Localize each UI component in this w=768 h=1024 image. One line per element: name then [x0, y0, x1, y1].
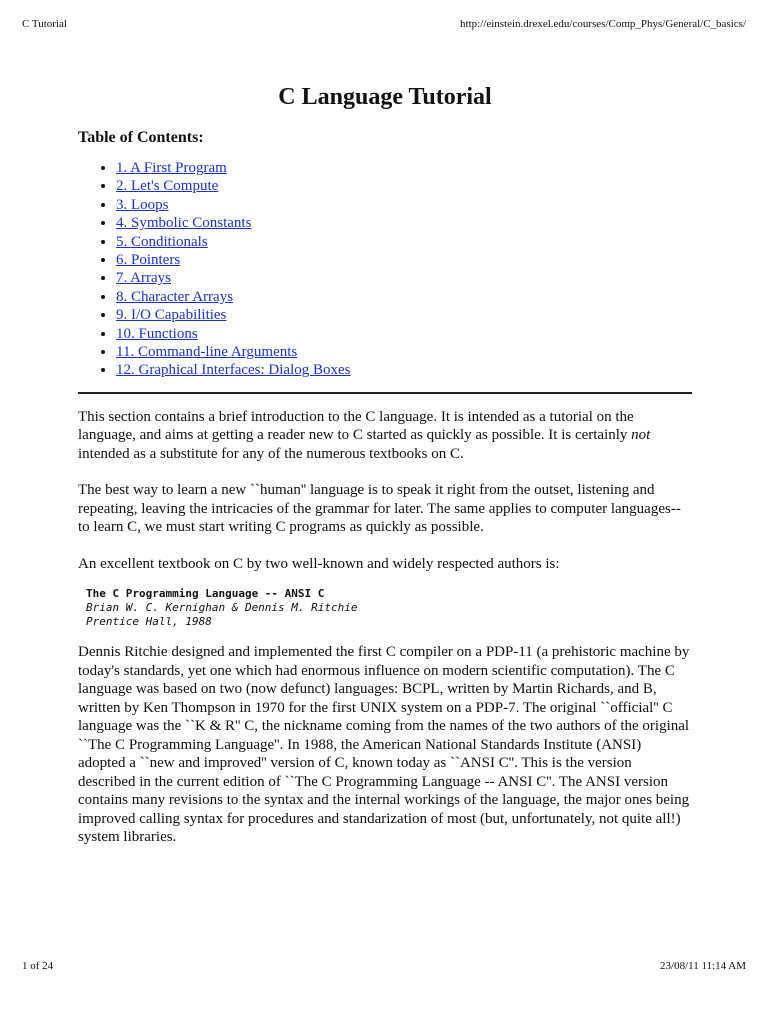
toc-item: [116, 177, 692, 195]
book-authors: Brian W. C. Kernighan & Dennis M. Ritchie: [86, 601, 358, 615]
intro-text-1b: intended as a substitute for any of the numerous textbooks on C.: [78, 445, 464, 462]
toc-item: [116, 214, 692, 232]
toc-item: [116, 306, 692, 324]
toc-link-arrays[interactable]: 7. Arrays: [116, 270, 171, 287]
page-title: C Language Tutorial: [278, 84, 492, 110]
print-footer-page-number: 1 of 24: [22, 960, 54, 972]
page-content: [78, 78, 692, 865]
toc-link-functions[interactable]: 10. Functions: [116, 325, 198, 342]
toc-link-conditionals[interactable]: 5. Conditionals: [116, 233, 208, 250]
toc-item: [116, 196, 692, 214]
table-of-contents: [78, 159, 692, 380]
toc-link-graphical-interfaces[interactable]: 12. Graphical Interfaces: Dialog Boxes: [116, 362, 351, 379]
toc-item: [116, 233, 692, 251]
intro-paragraph-4: Dennis Ritchie designed and implemented the first C compiler on a PDP-11 (a prehistoric machine by today's standards, yet one which had enormous influence on modern scientific computation). The C language was based on two (now defunct) languages: BCPL, written by Martin Richards, and B, written by Ken Thompson in 1970 for the first UNIX system on a PDP-7. The original ``official'' C language was the ``K & R'' C, the nickname coming from the names of the two authors of the original ``The C Programming Language''. In 1988, the American National Standards Institute (ANSI) adopted a ``new and improved'' version of C, known today as ``ANSI C''. This is the version described in the current edition of ``The C Programming Language -- ANSI C''. The ANSI version contains many revisions to the syntax and the internal workings of the language, the major ones being improved calling syntax for procedures and standarization of most (but, unfortunately, not quite all!) system libraries.: [78, 644, 690, 846]
book-title: The C Programming Language -- ANSI C: [86, 587, 325, 601]
toc-link-command-line-arguments[interactable]: 11. Command-line Arguments: [116, 344, 298, 361]
intro-paragraph-3: An excellent textbook on C by two well-known and widely respected authors is:: [78, 555, 560, 572]
book-reference: [86, 587, 692, 629]
toc-link-character-arrays[interactable]: 8. Character Arrays: [116, 288, 234, 305]
print-footer-timestamp: 23/08/11 11:14 AM: [660, 960, 746, 972]
intro-paragraph-1: [78, 408, 692, 464]
toc-item: [116, 251, 692, 269]
toc-heading: Table of Contents:: [78, 129, 204, 146]
toc-item: [116, 269, 692, 287]
toc-link-lets-compute[interactable]: 2. Let's Compute: [116, 178, 219, 195]
print-header-title: C Tutorial: [22, 18, 67, 30]
toc-link-loops[interactable]: 3. Loops: [116, 196, 169, 213]
toc-item: [116, 343, 692, 361]
intro-emphasis: not: [631, 427, 651, 444]
toc-link-pointers[interactable]: 6. Pointers: [116, 252, 181, 269]
toc-item: [116, 361, 692, 379]
intro-paragraph-2: The best way to learn a new ``human'' language is to speak it right from the outset, listening and repeating, leaving the intricacies of the grammar for later. The same applies to computer languages--to learn C, we must start writing C programs as quickly as possible.: [78, 482, 681, 536]
toc-item: [116, 159, 692, 177]
intro-text-1a: This section contains a brief introduction to the C language. It is intended as a tutorial on the language, and aims at getting a reader new to C started as quickly as possible. It is certainly: [78, 408, 634, 444]
toc-link-symbolic-constants[interactable]: 4. Symbolic Constants: [116, 215, 252, 232]
toc-link-first-program[interactable]: 1. A First Program: [116, 160, 227, 176]
toc-link-io-capabilities[interactable]: 9. I/O Capabilities: [116, 307, 227, 324]
section-divider: [78, 392, 692, 394]
print-header-url: http://einstein.drexel.edu/courses/Comp_Phys/General/C_basics/: [460, 18, 746, 30]
book-publisher: Prentice Hall, 1988: [86, 615, 212, 629]
toc-item: [116, 325, 692, 343]
toc-item: [116, 288, 692, 306]
